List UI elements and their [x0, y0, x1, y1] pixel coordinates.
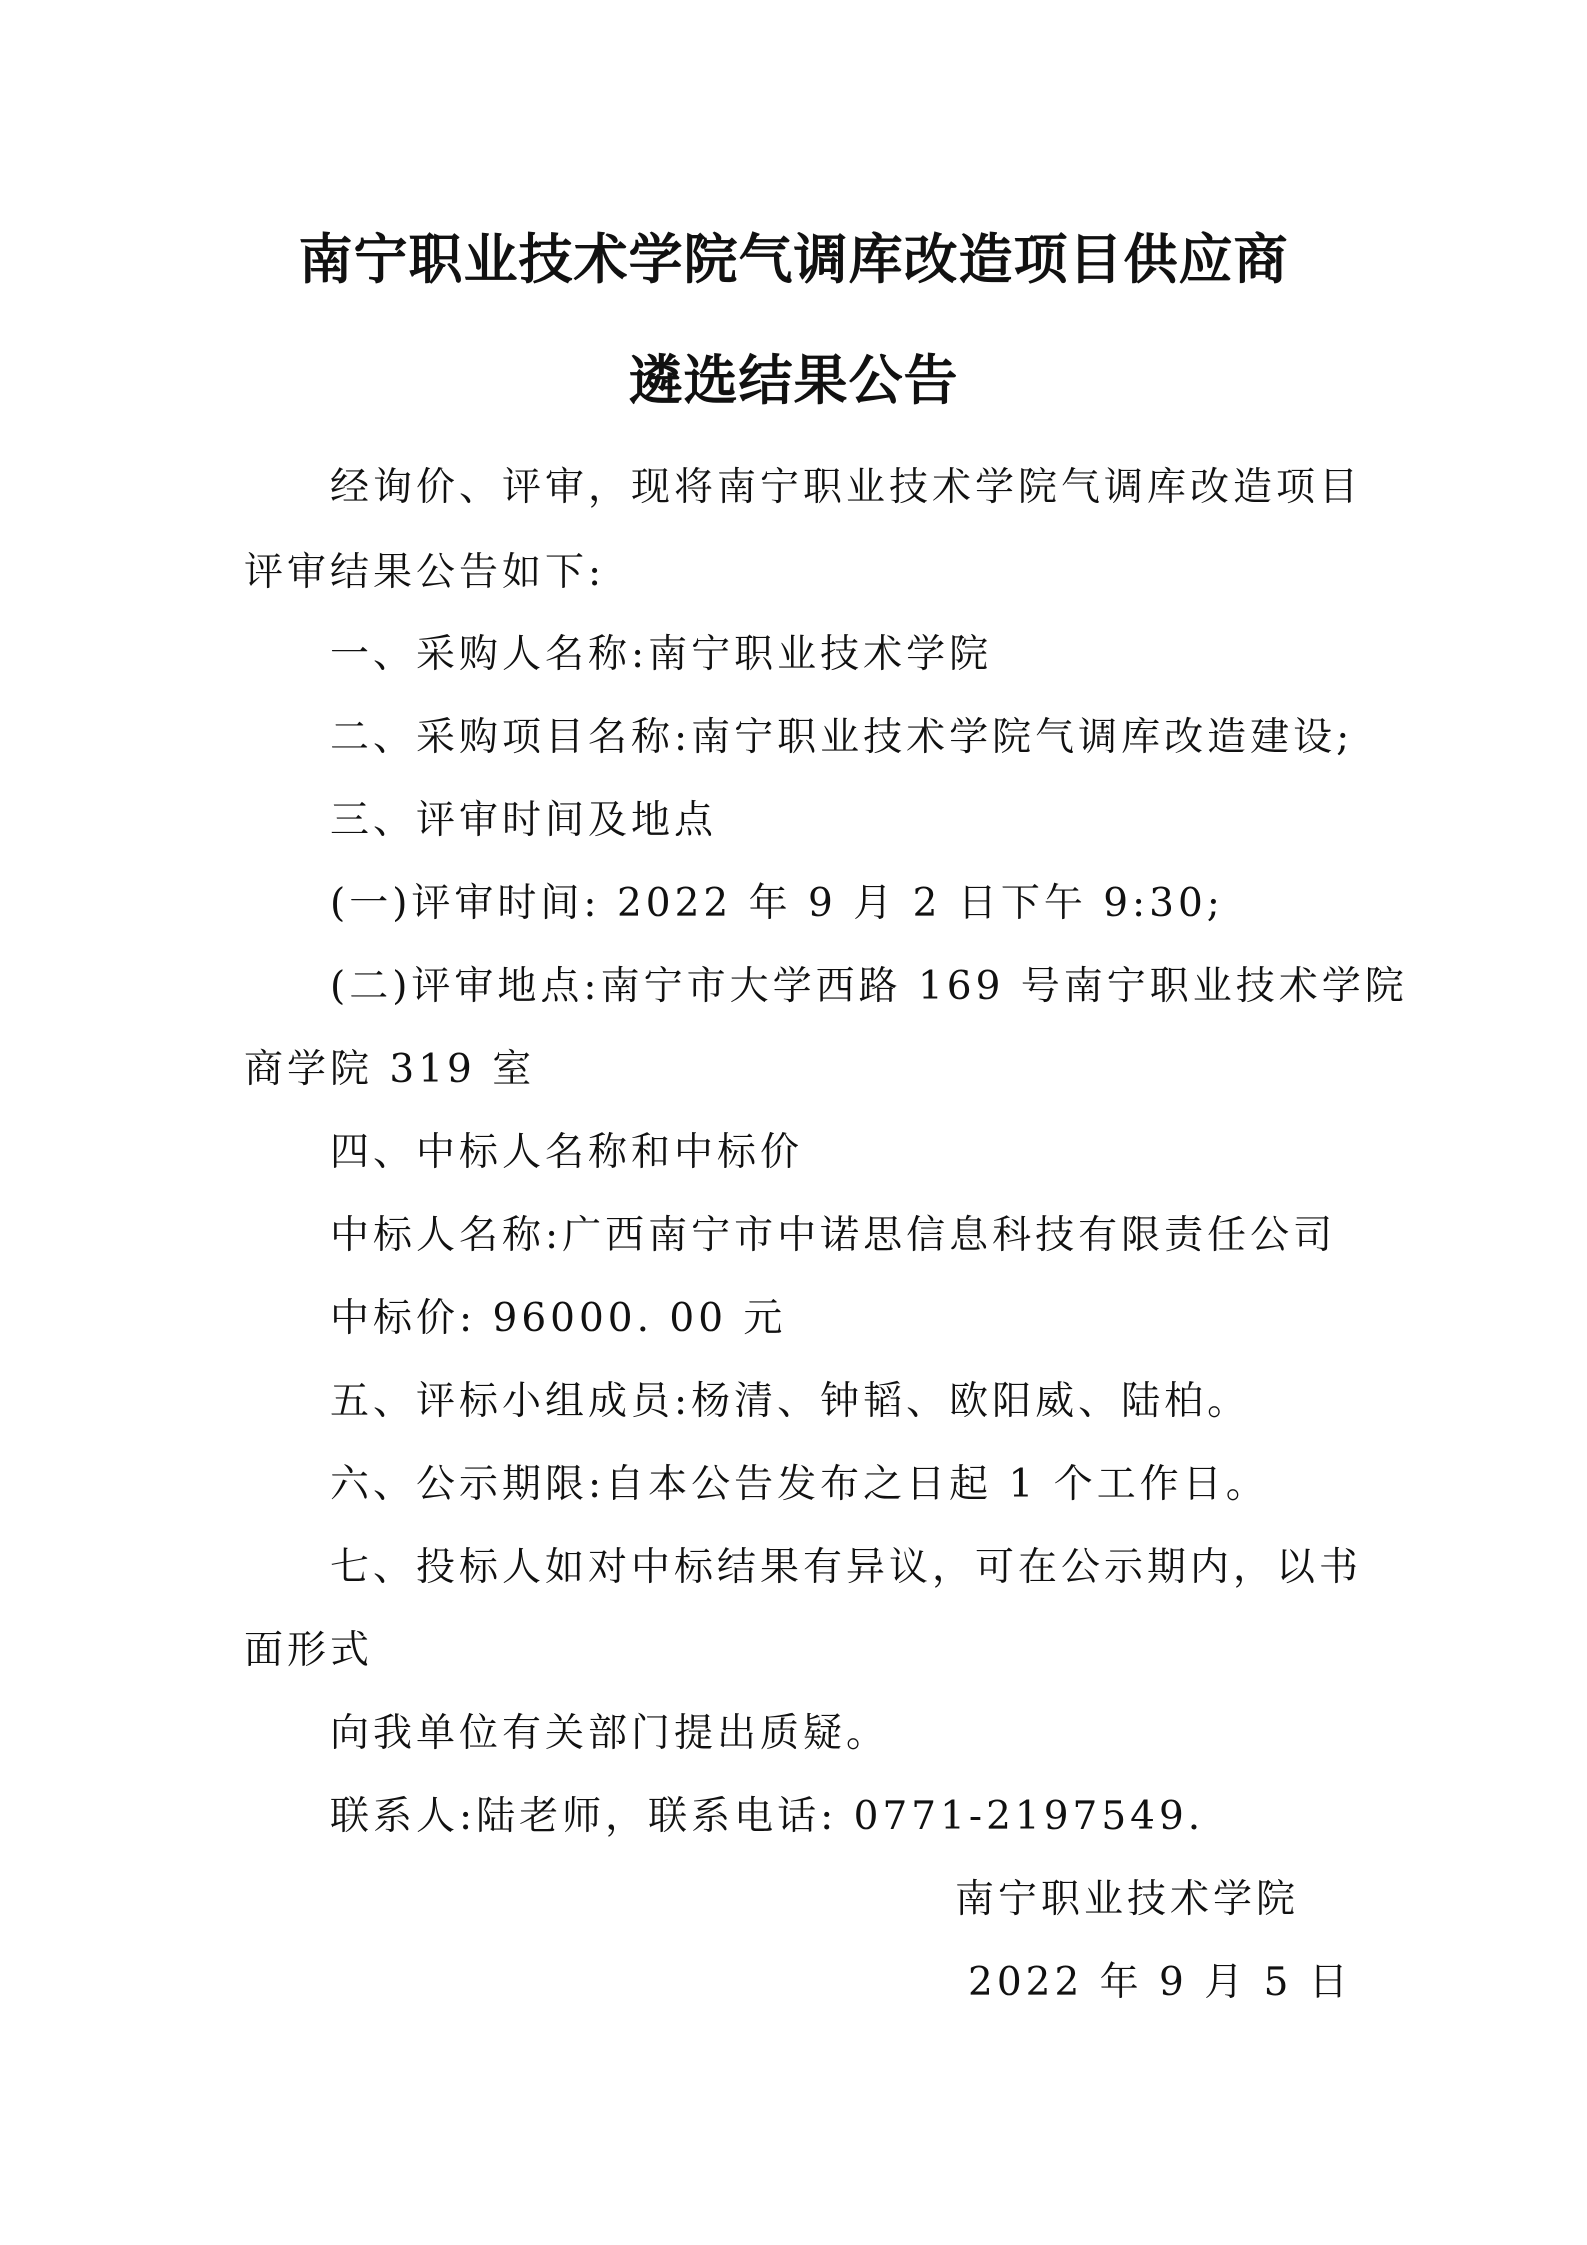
page-title-line-2: 遴选结果公告 — [628, 348, 959, 412]
objection-item-line-2: 面形式 — [244, 1628, 374, 1673]
review-place-item-line-1: (二)评审地点:南宁市大学西路 169 号南宁职业技术学院 — [330, 964, 1408, 1009]
winner-heading: 四、中标人名称和中标价 — [330, 1130, 804, 1175]
publicity-period-item: 六、公示期限:自本公告发布之日起 1 个工作日。 — [330, 1462, 1269, 1507]
winner-name-item: 中标人名称:广西南宁市中诺思信息科技有限责任公司 — [330, 1213, 1337, 1258]
review-time-place-heading: 三、评审时间及地点 — [330, 798, 718, 843]
review-panel-members-item: 五、评标小组成员:杨清、钟韬、欧阳威、陆柏。 — [330, 1379, 1251, 1424]
intro-paragraph-line-1: 经询价、评审，现将南宁职业技术学院气调库改造项目 — [330, 465, 1363, 510]
page-title-line-1: 南宁职业技术学院气调库改造项目供应商 — [298, 227, 1289, 291]
objection-item-line-1: 七、投标人如对中标结果有异议，可在公示期内，以书 — [330, 1545, 1363, 1590]
signature-date: 2022 年 9 月 5 日 — [968, 1960, 1352, 2005]
objection-item-line-3: 向我单位有关部门提出质疑。 — [330, 1711, 890, 1756]
review-place-item-line-2: 商学院 319 室 — [244, 1047, 536, 1092]
intro-paragraph-line-2: 评审结果公告如下: — [244, 550, 606, 595]
signature-organization: 南宁职业技术学院 — [955, 1877, 1300, 1922]
winner-price-item: 中标价: 96000. 00 元 — [330, 1296, 787, 1341]
purchaser-name-item: 一、采购人名称:南宁职业技术学院 — [330, 632, 993, 677]
review-time-item: (一)评审时间: 2022 年 9 月 2 日下午 9:30; — [330, 881, 1224, 926]
project-name-item: 二、采购项目名称:南宁职业技术学院气调库改造建设; — [330, 715, 1354, 760]
contact-info: 联系人:陆老师，联系电话: 0771-2197549. — [330, 1794, 1205, 1839]
